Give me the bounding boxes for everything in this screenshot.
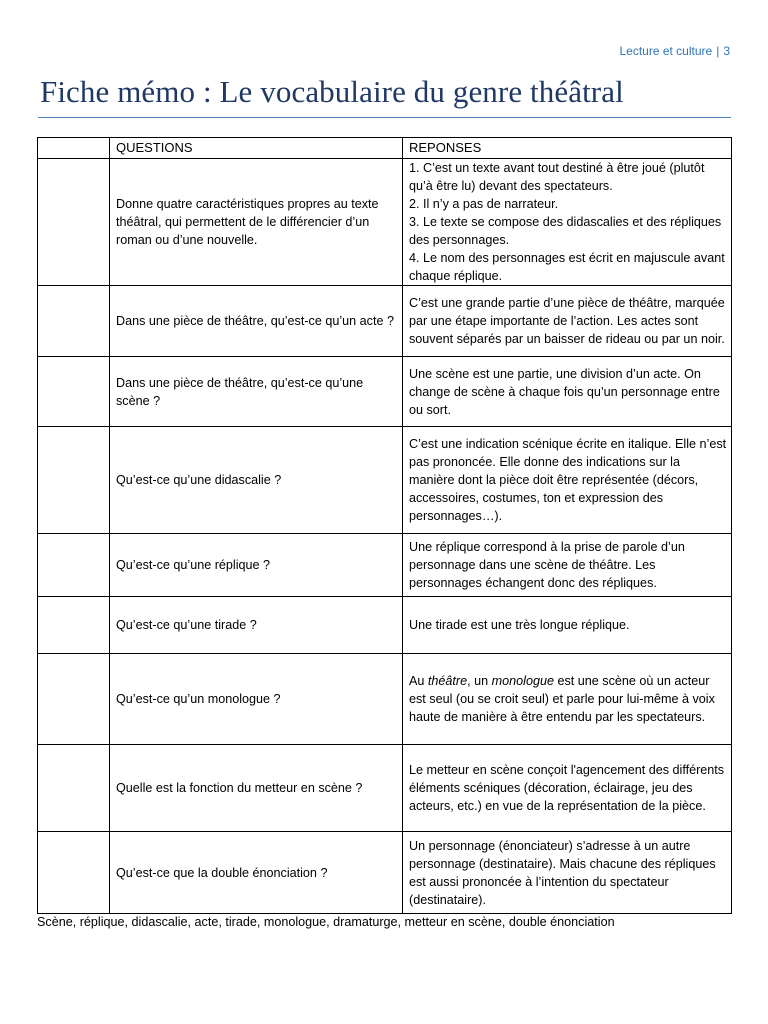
header-separator: | xyxy=(716,44,720,58)
question-cell: Dans une pièce de théâtre, qu’est-ce qu’une scène ? xyxy=(110,357,403,427)
empty-cell xyxy=(38,427,110,534)
empty-cell xyxy=(38,832,110,914)
empty-cell xyxy=(38,357,110,427)
reponses-header: REPONSES xyxy=(403,138,732,159)
table-row xyxy=(38,357,732,427)
answer-cell: Le metteur en scène conçoit l'agencement des différents éléments scéniques (décoration, éclairage, jeu des acteurs, etc.) en vue de la représentation de la pièce. xyxy=(403,745,732,832)
answer-text: , un xyxy=(467,674,492,688)
question-cell: Qu’est-ce qu’une tirade ? xyxy=(110,597,403,654)
answer-italic: monologue xyxy=(491,674,554,688)
question-cell: Qu’est-ce qu’une didascalie ? xyxy=(110,427,403,534)
answer-cell xyxy=(403,654,732,745)
empty-cell xyxy=(38,159,110,286)
page-number: 3 xyxy=(723,44,730,58)
answer-line: 2. Il n’y a pas de narrateur. xyxy=(409,197,559,211)
answer-cell: C’est une indication scénique écrite en italique. Elle n’est pas prononcée. Elle donne des indications sur la manière dont la pièce doit être représentée (décors, accessoires, costumes, ton et expression des personnages…). xyxy=(403,427,732,534)
table-row xyxy=(38,832,732,914)
questions-header: QUESTIONS xyxy=(110,138,403,159)
answer-cell: Une scène est une partie, une division d’un acte. On change de scène à chaque fois qu’un personnage entre ou sort. xyxy=(403,357,732,427)
table-row xyxy=(38,534,732,597)
empty-cell xyxy=(38,654,110,745)
empty-cell xyxy=(38,534,110,597)
table-row xyxy=(38,597,732,654)
table-row xyxy=(38,159,732,286)
question-cell: Qu’est-ce qu’une réplique ? xyxy=(110,534,403,597)
question-cell: Donne quatre caractéristiques propres au texte théâtral, qui permettent de le différencier d’un roman ou d’une nouvelle. xyxy=(110,159,403,286)
answer-line: 4. Le nom des personnages est écrit en majuscule avant chaque réplique. xyxy=(409,251,725,283)
answer-text: Au xyxy=(409,674,428,688)
answer-cell xyxy=(403,159,732,286)
answer-line: 3. Le texte se compose des didascalies et des répliques des personnages. xyxy=(409,215,722,247)
table-row xyxy=(38,745,732,832)
question-cell: Qu’est-ce qu’un monologue ? xyxy=(110,654,403,745)
title-rule xyxy=(38,117,731,118)
empty-cell xyxy=(38,286,110,357)
page-title: Fiche mémo : Le vocabulaire du genre théâtral xyxy=(40,74,624,109)
running-header xyxy=(619,44,730,58)
section-name: Lecture et culture xyxy=(619,44,713,58)
question-cell: Qu’est-ce que la double énonciation ? xyxy=(110,832,403,914)
table-row xyxy=(38,427,732,534)
table-row xyxy=(38,286,732,357)
answer-cell: Une réplique correspond à la prise de parole d’un personnage dans une scène de théâtre. Les personnages échangent donc des répliques. xyxy=(403,534,732,597)
question-cell: Quelle est la fonction du metteur en scène ? xyxy=(110,745,403,832)
empty-cell xyxy=(38,597,110,654)
empty-header-cell xyxy=(38,138,110,159)
table-row xyxy=(38,654,732,745)
answer-cell: Une tirade est une très longue réplique. xyxy=(403,597,732,654)
vocabulary-table xyxy=(37,137,732,914)
answer-cell: C’est une grande partie d’une pièce de théâtre, marquée par une étape importante de l’action. Les actes sont souvent séparés par un baisser de rideau ou par un noir. xyxy=(403,286,732,357)
answer-line: 1. C’est un texte avant tout destiné à être joué (plutôt qu’à être lu) devant des spectateurs. xyxy=(409,161,705,193)
empty-cell xyxy=(38,745,110,832)
answer-cell: Un personnage (énonciateur) s’adresse à un autre personnage (destinataire). Mais chacune des répliques est aussi prononcée à l’intention du spectateur (destinataire). xyxy=(403,832,732,914)
question-cell: Dans une pièce de théâtre, qu’est-ce qu’un acte ? xyxy=(110,286,403,357)
answer-text: est une scène où un acteur est seul (ou se croit seul) et parle pour lui-même à voix haute de manière à être entendu par les spectateurs. xyxy=(409,674,715,724)
vocabulary-list: Scène, réplique, didascalie, acte, tirade, monologue, dramaturge, metteur en scène, double énonciation xyxy=(37,915,615,929)
table-header-row xyxy=(38,138,732,159)
answer-italic: théâtre xyxy=(427,674,468,688)
